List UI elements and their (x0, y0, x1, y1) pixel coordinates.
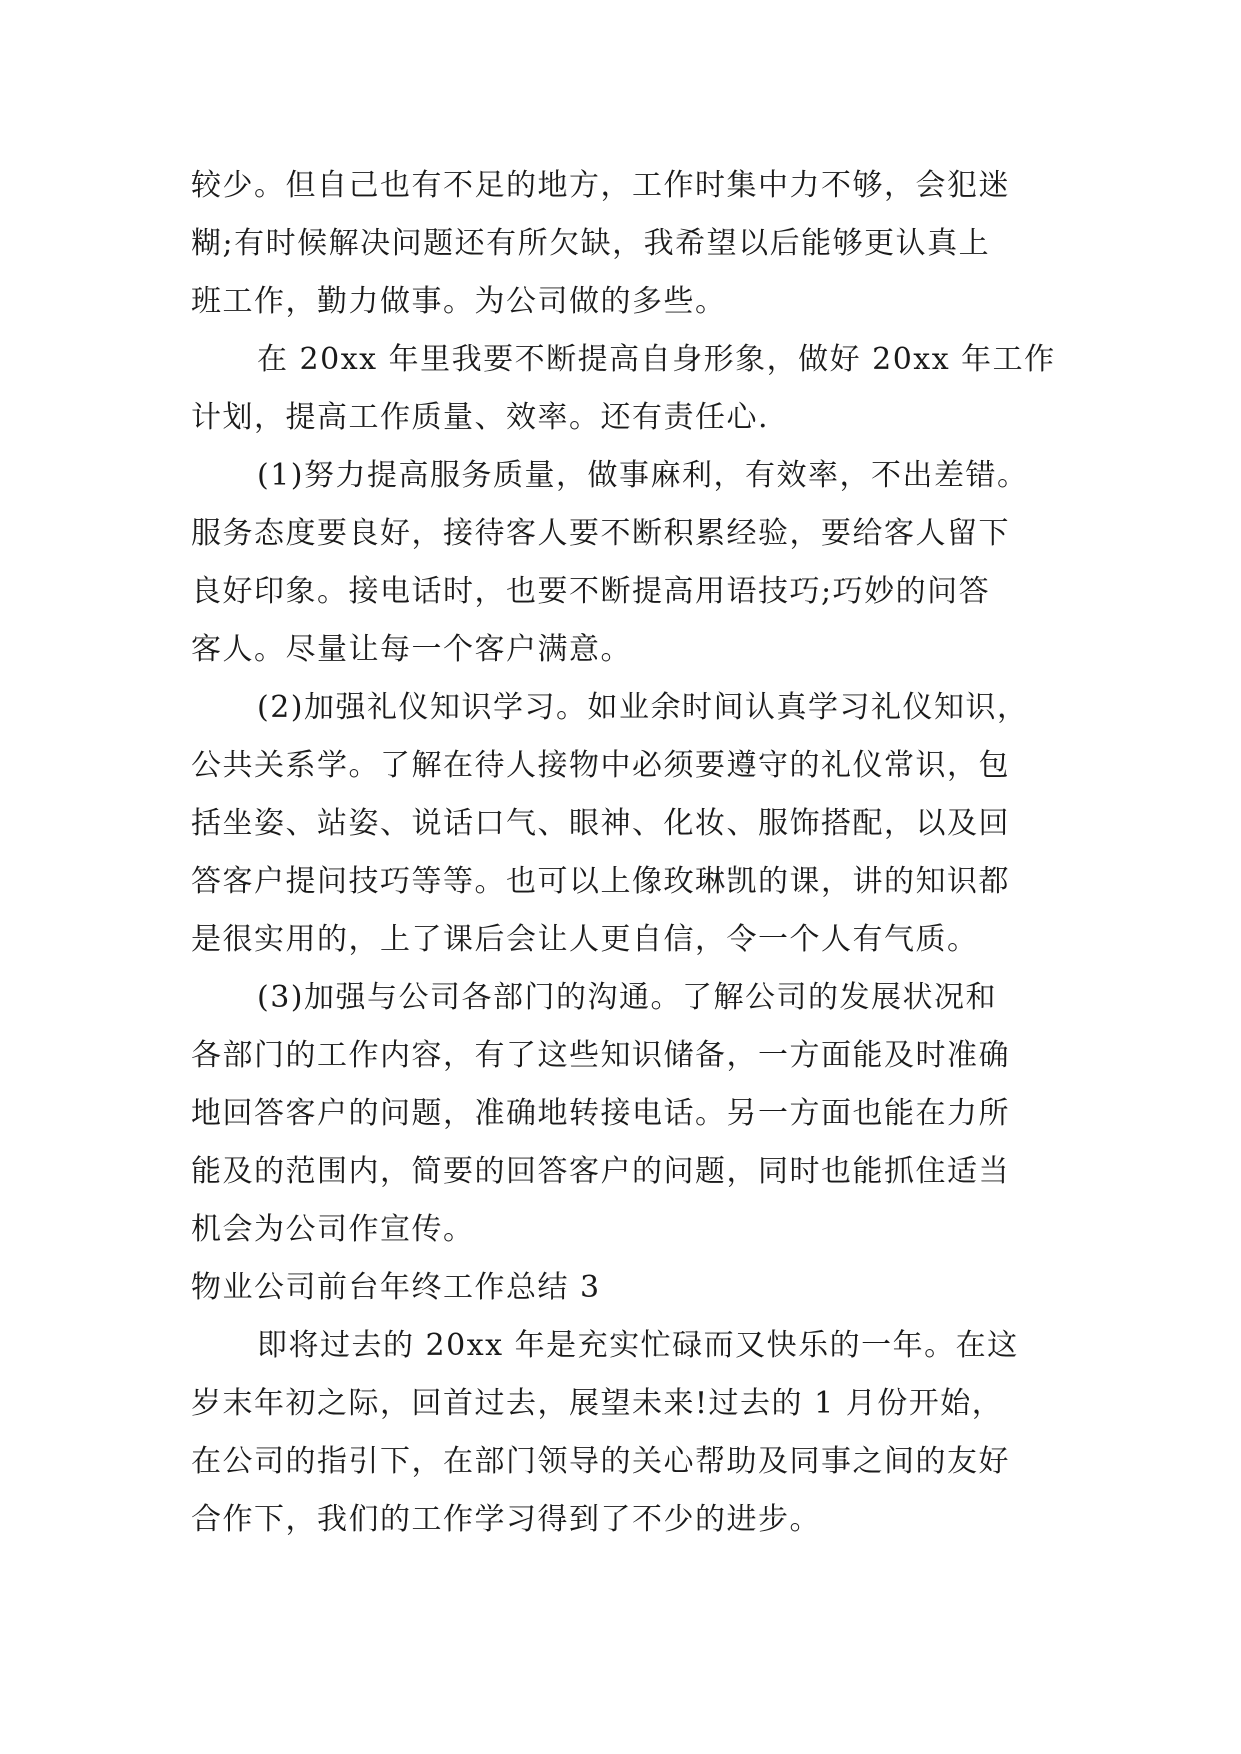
text-line: 班工作，勤力做事。为公司做的多些。 (191, 284, 727, 319)
text-line: 答客户提问技巧等等。也可以上像玫琳凯的课，讲的知识都 (191, 864, 1010, 899)
text-line: 糊;有时候解决问题还有所欠缺，我希望以后能够更认真上 (191, 226, 991, 261)
text-line: 在公司的指引下，在部门领导的关心帮助及同事之间的友好 (191, 1444, 1010, 1479)
text-line: 即将过去的 20xx 年是充实忙碌而又快乐的一年。在这 (257, 1328, 1019, 1363)
text-line: 括坐姿、站姿、说话口气、眼神、化妆、服饰搭配，以及回 (191, 806, 1010, 841)
text-line: 合作下，我们的工作学习得到了不少的进步。 (191, 1502, 821, 1537)
text-line: 公共关系学。了解在待人接物中必须要遵守的礼仪常识，包 (191, 748, 1010, 783)
text-line: 服务态度要良好，接待客人要不断积累经验，要给客人留下 (191, 516, 1010, 551)
text-line: (3)加强与公司各部门的沟通。了解公司的发展状况和 (257, 980, 997, 1015)
text-line: (2)加强礼仪知识学习。如业余时间认真学习礼仪知识， (257, 690, 1029, 725)
text-line: 机会为公司作宣传。 (191, 1212, 475, 1247)
text-line: 岁末年初之际，回首过去，展望未来!过去的 1 月份开始， (191, 1386, 1004, 1421)
text-line: 是很实用的，上了课后会让人更自信，令一个人有气质。 (191, 922, 979, 957)
text-line: 计划，提高工作质量、效率。还有责任心. (191, 400, 770, 435)
section-heading: 物业公司前台年终工作总结 3 (191, 1270, 601, 1305)
text-line: 良好印象。接电话时，也要不断提高用语技巧;巧妙的问答 (191, 574, 991, 609)
text-line: 客人。尽量让每一个客户满意。 (191, 632, 632, 667)
text-line: 在 20xx 年里我要不断提高自身形象，做好 20xx 年工作 (257, 342, 1056, 377)
document-body (191, 157, 1071, 1549)
text-line: 地回答客户的问题，准确地转接电话。另一方面也能在力所 (191, 1096, 1010, 1131)
text-line: 各部门的工作内容，有了这些知识储备，一方面能及时准确 (191, 1038, 1010, 1073)
text-line: 较少。但自己也有不足的地方，工作时集中力不够，会犯迷 (191, 168, 1010, 203)
text-line: 能及的范围内，简要的回答客户的问题，同时也能抓住适当 (191, 1154, 1010, 1189)
text-line: (1)努力提高服务质量，做事麻利，有效率，不出差错。 (257, 458, 1029, 493)
